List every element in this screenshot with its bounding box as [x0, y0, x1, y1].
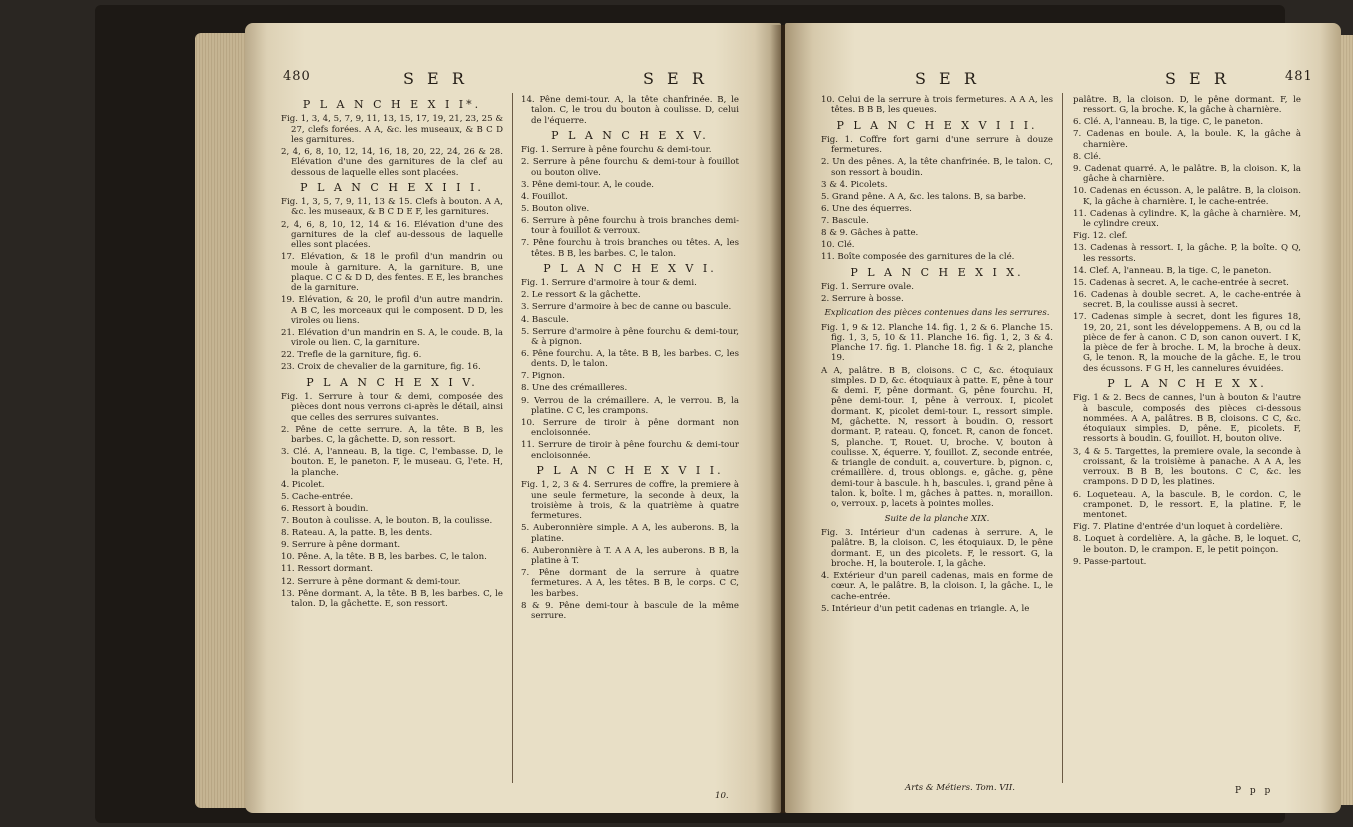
caption-entry: 11. Cadenas à cylindre. K, la gâche à charnière. M, le cylindre creux. [1073, 208, 1301, 230]
caption-entry: 7. Pêne dormant de la serrure à quatre fermetures. A A, les têtes. B B, le corps. C C, les barbes. [521, 568, 739, 599]
caption-entry: Fig. 1. Serrure ovale. [821, 281, 914, 292]
caption-entry: 5. Serrure d'armoire à pêne fourchu & demi-tour, & à pignon. [521, 326, 739, 347]
caption-entry: 8. Clé. [1073, 151, 1102, 162]
caption-entry: 6. Loqueteau. A, la bascule. B, le cordon. C, le cramponet. D, le ressort. E, la platine. F, le mentonet. [1073, 489, 1301, 521]
caption-entry: Fig. 1, 9 & 12. Planche 14. fig. 1, 2 & 6. Planche 15. fig. 1, 3, 5, 10 & 11. Planche 16. fig. 1, 2, 3 & 4. Planche 17. fig. 1. Planche 18. fig. 1 & 2, planche 19. [821, 322, 1053, 364]
caption-entry: Fig. 7. Platine d'entrée d'un loquet à cordelière. [1073, 522, 1283, 533]
caption-entry: 22. Trefle de la garniture, fig. 6. [281, 350, 422, 361]
signature-mark: P p p [1235, 786, 1274, 796]
caption-entry: 16. Cadenas à double secret. A, le cache-entrée à secret. B, la coulisse aussi à secret. [1073, 289, 1301, 311]
caption-entry: 17. Cadenas simple à secret, dont les figures 18, 19, 20, 21, sont les développemens. A B, ou cd la pièce de fer à canon. C D, son canon ouvert. I K, la pièce de fer à broche. L M, la broche à deux. G, le tenon. R, la mouche de la gâche. E, le trou des écussons. F G H, les cannelures évuidées. [1073, 312, 1301, 374]
right-column-1 [821, 95, 1053, 616]
caption-entry: 5. Bouton olive. [521, 203, 590, 214]
caption-entry: 2. Pêne de cette serrure. A, la tête. B B, les barbes. C, la gâchette. D, son ressort. [281, 424, 503, 445]
caption-entry: 10. Pêne. A, la tête. B B, les barbes. C, le talon. [281, 552, 487, 563]
caption-entry: 8. Rateau. A, la patte. B, les dents. [281, 528, 433, 539]
caption-entry: 6. Serrure à pêne fourchu à trois branches demi-tour à fouillot & verroux. [521, 215, 739, 237]
caption-entry: Fig. 1, 2, 3 & 4. Serrures de coffre, la premiere à une seule fermeture, la seconde à deux, la troisième à trois, & la quatrième à quatre fermetures. [521, 480, 739, 522]
caption-entry: 3, 4 & 5. Targettes, la premiere ovale, la seconde à croissant, & la troisième à panache. A A A, les verroux. B B B, les boutons. C C, &c. les crampons. D D D, les platines. [1073, 446, 1301, 488]
plate-heading: P L A N C H E X V I I. [536, 463, 724, 477]
caption-entry: 4. Extérieur d'un pareil cadenas, mais en forme de cœur. A, le palâtre. B, la cloison. I, la gâche. L, le cache-entrée. [821, 570, 1053, 602]
plate-heading: P L A N C H E X V I. [543, 261, 717, 275]
right-column-2 [1073, 95, 1301, 569]
running-head: S E R [1165, 69, 1230, 88]
caption-entry: 2, 4, 6, 8, 10, 12, 14, 16, 18, 20, 22, 24, 26 & 28. Elévation d'une des garnitures de la clef au dessous de laquelle elles sont placées. [281, 146, 503, 178]
caption-entry: 13. Cadenas à ressort. I, la gâche. P, la boîte. Q Q, les ressorts. [1073, 243, 1301, 264]
caption-entry: 3. Serrure d'armoire à bec de canne ou bascule. [521, 302, 732, 313]
caption-entry: 6. Une des équerres. [821, 203, 912, 214]
plate-heading: P L A N C H E X V I I I. [836, 118, 1038, 132]
caption-entry: Fig. 1. Serrure à pêne fourchu & demi-tour. [521, 145, 712, 156]
caption-entry: 14. Pêne demi-tour. A, la tête chanfrinée. B, le talon. C, le trou du bouton à coulisse. D, celui de l'équerre. [521, 95, 739, 126]
caption-entry: 7. Cadenas en boule. A, la boule. K, la gâche à charnière. [1073, 129, 1301, 150]
caption-entry: Fig. 1. Serrure d'armoire à tour & demi. [521, 278, 697, 289]
caption-entry: 14. Clef. A, l'anneau. B, la tige. C, le paneton. [1073, 265, 1272, 276]
caption-entry: 9. Verrou de la crémaillere. A, le verrou. B, la platine. C C, les crampons. [521, 395, 739, 416]
book-spread [95, 5, 1313, 823]
caption-entry: 2. Un des pênes. A, la tête chanfrinée. B, le talon. C, son ressort à boudin. [821, 157, 1053, 178]
caption-entry: Fig. 12. clef. [1073, 231, 1128, 242]
caption-entry: 5. Grand pêne. A A, &c. les talons. B, sa barbe. [821, 191, 1026, 202]
section-subheading: Suite de la planche XIX. [884, 513, 990, 524]
caption-entry: Fig. 3. Intérieur d'un cadenas à serrure. A, le palâtre. B, la cloison. C, les étoquiaux. D, le pêne dormant. E, un des picolets. F, le ressort. G, la broche. H, la bouterole. I, la gâche. [821, 527, 1053, 569]
volume-footer: Arts & Métiers. Tom. VII. [905, 783, 1016, 793]
column-rule [512, 93, 513, 783]
plate-heading: P L A N C H E X X. [1107, 376, 1267, 390]
caption-entry: 19. Elévation, & 20, le profil d'un autre mandrin. A B C, les morceaux qui le composent. D D, les viroles ou liens. [281, 295, 503, 326]
caption-entry: 23. Croix de chevalier de la garniture, fig. 16. [281, 362, 481, 373]
caption-entry: 9. Cadenat quarré. A, le palâtre. B, la cloison. K, la gâche à charnière. [1073, 163, 1301, 185]
caption-entry: 12. Serrure à pêne dormant & demi-tour. [281, 576, 461, 587]
caption-entry: 4. Bascule. [521, 314, 569, 325]
left-column-1 [281, 95, 503, 611]
caption-entry: 7. Bascule. [821, 215, 869, 226]
caption-entry: 8. Loquet à cordelière. A, la gâche. B, le loquet. C, le bouton. D, le crampon. E, le petit poinçon. [1073, 534, 1301, 555]
caption-entry: 4. Fouillot. [521, 191, 568, 202]
caption-entry: 7. Pêne fourchu à trois branches ou têtes. A, les têtes. B B, les barbes. C, le talon. [521, 238, 739, 259]
caption-entry: 11. Ressort dormant. [281, 564, 374, 575]
caption-entry: 10. Clé. [821, 240, 855, 251]
caption-entry: 9. Serrure à pêne dormant. [281, 540, 401, 551]
caption-entry: 8. Une des crémailleres. [521, 383, 628, 394]
caption-entry: 6. Pêne fourchu. A, la tête. B B, les barbes. C, les dents. D, le talon. [521, 349, 739, 370]
caption-entry: 3. Clé. A, l'anneau. B, la tige. C, l'embasse. D, le bouton. E, le paneton. F, le museau. G, l'ete. H, la planche. [281, 447, 503, 478]
running-head: S E R [915, 69, 980, 88]
plate-heading: P L A N C H E X I V. [306, 375, 478, 389]
caption-entry: 11. Serrure de tiroir à pêne fourchu & demi-tour encloisonnée. [521, 440, 739, 461]
left-page-edges [195, 33, 247, 808]
caption-entry: 3. Pêne demi-tour. A, le coude. [521, 179, 655, 190]
caption-entry: 10. Cadenas en écusson. A, le palâtre. B, la cloison. K, la gâche à charnière. I, le cache-entrée. [1073, 186, 1301, 207]
page-number: 481 [1285, 69, 1313, 84]
caption-entry: 4. Picolet. [281, 479, 325, 490]
plate-heading: P L A N C H E X I X. [850, 265, 1024, 279]
column-rule [1062, 93, 1063, 783]
section-subheading: Explication des pièces contenues dans les serrures. [824, 308, 1050, 319]
caption-entry: 5. Cache-entrée. [281, 491, 354, 502]
caption-entry: 6. Clé. A, l'anneau. B, la tige. C, le paneton. [1073, 117, 1264, 128]
caption-entry: 7. Bouton à coulisse. A, le bouton. B, la coulisse. [281, 516, 493, 527]
left-column-2 [521, 95, 739, 623]
caption-entry: 13. Pêne dormant. A, la tête. B B, les barbes. C, le talon. D, la gâchette. E, son ressort. [281, 588, 503, 609]
caption-entry: 7. Pignon. [521, 371, 565, 382]
plate-heading: P L A N C H E X I I*. [302, 98, 482, 111]
caption-entry: Fig. 1, 3, 4, 5, 7, 9, 11, 13, 15, 17, 19, 21, 23, 25 & 27, clefs forées. A A, &c. les museaux, & B C D les garnitures. [281, 114, 503, 145]
caption-entry: 11. Boîte composée des garnitures de la clé. [821, 252, 1015, 263]
right-page-edges [1339, 35, 1353, 805]
caption-entry: Fig. 1 & 2. Becs de cannes, l'un à bouton & l'autre à bascule, composés des pièces ci-dessous nommées. A A, palâtres. B B, cloisons. C C, &c. étoquiaux simples. D, pêne. E, picolets. F, ressorts à boudin. G, fouillot. H, bouton olive. [1073, 393, 1301, 445]
catchword: 10. [715, 791, 729, 801]
caption-entry: 10. Celui de la serrure à trois fermetures. A A A, les têtes. B B B, les queues. [821, 95, 1053, 116]
caption-entry: 21. Elévation d'un mandrin en S. A, le coude. B, la virole ou lien. C, la garniture. [281, 327, 503, 349]
caption-entry: 17. Elévation, & 18 le profil d'un mandrin ou moule à garniture. A, la garniture. B, une plaque. C C & D D, des fentes. E E, les branches de la garniture. [281, 252, 503, 294]
left-page [245, 23, 781, 813]
caption-entry: 5. Auberonnière simple. A A, les auberons. B, la platine. [521, 523, 739, 544]
caption-entry: 2. Serrure à bosse. [821, 293, 904, 304]
caption-entry: 5. Intérieur d'un petit cadenas en triangle. A, le [821, 603, 1030, 614]
caption-entry: 6. Ressort à boudin. [281, 503, 369, 514]
right-page [785, 23, 1341, 813]
caption-entry: Fig. 1, 3, 5, 7, 9, 11, 13 & 15. Clefs à bouton. A A, &c. les museaux, & B C D E F, les garnitures. [281, 197, 503, 218]
running-head: S E R [403, 69, 468, 88]
page-number: 480 [283, 69, 311, 84]
caption-entry: 9. Passe-partout. [1073, 556, 1147, 567]
caption-entry: 3 & 4. Picolets. [821, 179, 888, 190]
caption-entry: Fig. 1. Serrure à tour & demi, composée des pièces dont nous verrons ci-après le détail, ainsi que celles des serrures suivantes. [281, 392, 503, 423]
caption-entry: 2. Serrure à pêne fourchu & demi-tour à fouillot ou bouton olive. [521, 157, 739, 178]
running-head: S E R [643, 69, 708, 88]
caption-entry: 6. Auberonnière à T. A A A, les auberons. B B, la platine à T. [521, 545, 739, 566]
caption-entry: 8 & 9. Pêne demi-tour à bascule de la même serrure. [521, 600, 739, 621]
plate-heading: P L A N C H E X V. [551, 128, 709, 142]
caption-entry: palâtre. B, la cloison. D, le pêne dormant. F, le ressort. G, la broche. K, la gâche à charnière. [1073, 95, 1301, 116]
caption-entry: A A, palâtre. B B, cloisons. C C, &c. étoquiaux simples. D D, &c. étoquiaux à patte. E, pêne à tour & demi. F, pêne dormant. G, pêne fourchu. H, pêne demi-tour. I, pêne à verroux. I, picolet dormant. K, picolet demi-tour. L, ressort simple. M, gâchette. N, ressort à boudin. O, ressort dormant. P, rateau. Q, foncet. R, canon de foncet. S, planche. T, Rouet. U, broche. V, bouton à coulisse. X, équerre. Y, fouillot. Z, seconde entrée, & triangle de conduit. a, couverture. b, pignon. c, crémaillère. d, trous oblongs. e, gâche. g, pêne demi-tour à bascule. h h, bascules. i, grand pêne à talon. k, boîte. l m, gâches à pattes. n, moraillon. o, verroux. p, lacets à pointes molles. [821, 365, 1053, 510]
caption-entry: Fig. 1. Coffre fort garni d'une serrure à douze fermetures. [821, 134, 1053, 156]
caption-entry: 8 & 9. Gâches à patte. [821, 228, 919, 239]
caption-entry: 15. Cadenas à secret. A, le cache-entrée à secret. [1073, 277, 1289, 288]
caption-entry: 10. Serrure de tiroir à pêne dormant non encloisonnée. [521, 417, 739, 439]
caption-entry: 2, 4, 6, 8, 10, 12, 14 & 16. Elévation d'une des garnitures de la clef au-dessous de laquelle elles sont placées. [281, 219, 503, 251]
plate-heading: P L A N C H E X I I I. [300, 180, 484, 194]
caption-entry: 2. Le ressort & la gâchette. [521, 290, 641, 301]
